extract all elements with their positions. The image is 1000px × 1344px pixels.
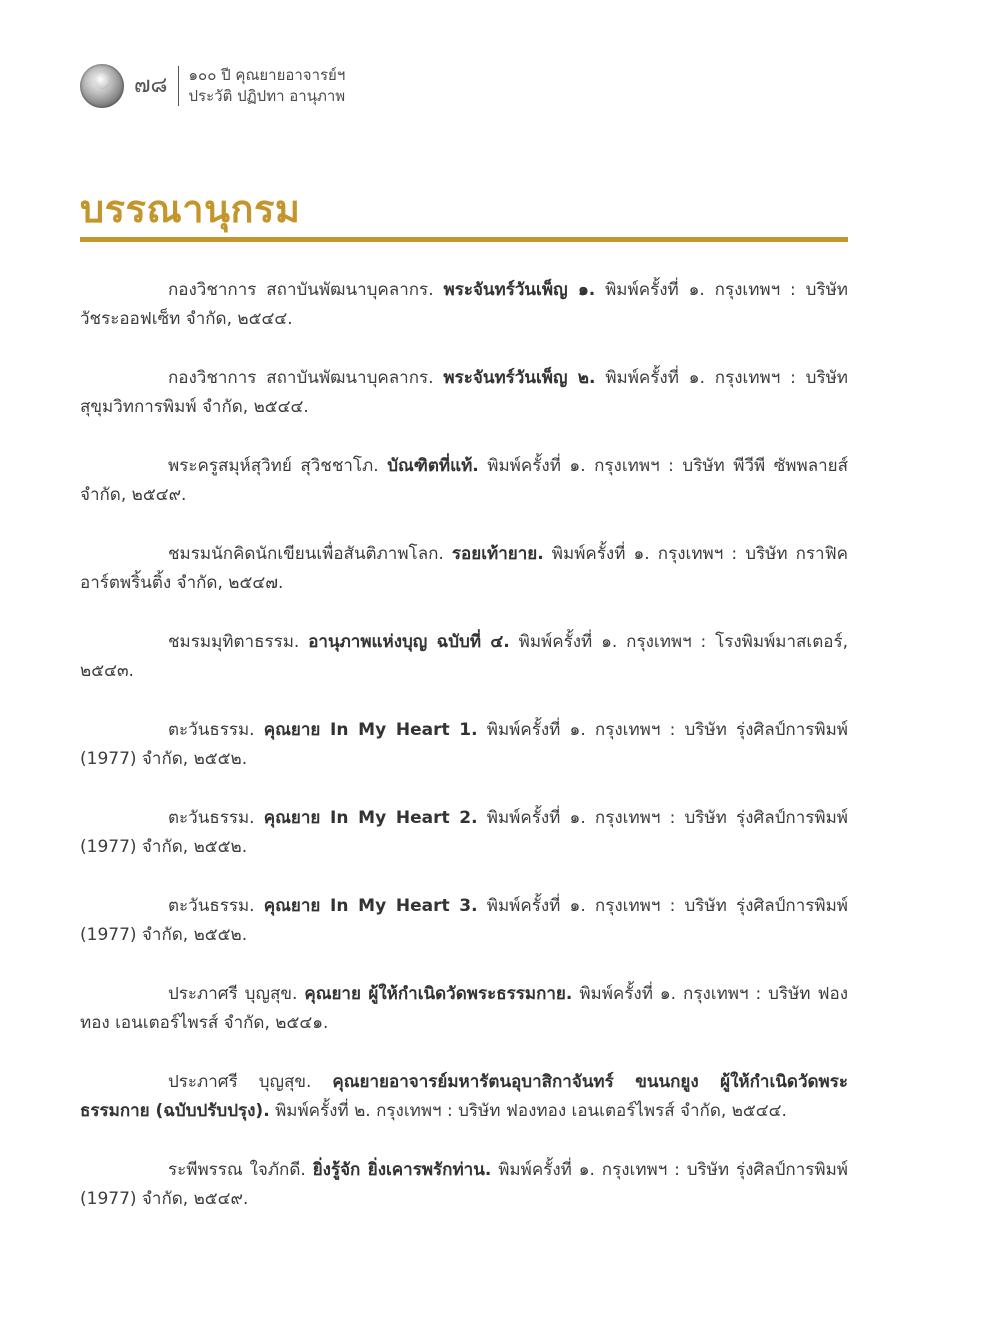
running-header (189, 65, 346, 107)
entry-book-title: คุณยาย In My Heart 2. (263, 808, 478, 828)
bibliography-entry (80, 980, 848, 1038)
bibliography-entry (80, 452, 848, 510)
title-underline (80, 237, 848, 242)
bibliography-entry (80, 804, 848, 862)
entry-book-title: คุณยาย In My Heart 1. (263, 720, 478, 740)
entry-author: ระพีพรรณ ใจภักดี. (168, 1160, 306, 1180)
entry-publication: พิมพ์ครั้งที่ ๑. กรุงเทพฯ : บริษัท วัชระออฟเซ็ท จำกัด, ๒๕๔๔. (80, 280, 849, 329)
bibliography-entry (80, 1068, 848, 1126)
entry-author: ตะวันธรรม. (168, 720, 255, 740)
entry-author: พระครูสมุห์สุวิทย์ สุวิชชาโภ. (168, 456, 379, 476)
entry-book-title: บัณฑิตที่แท้. (387, 456, 479, 476)
entry-publication: พิมพ์ครั้งที่ ๑. กรุงเทพฯ : โรงพิมพ์มาสเตอร์, ๒๕๔๓. (80, 632, 849, 681)
entry-author: ตะวันธรรม. (168, 808, 255, 828)
entry-author: กองวิชาการ สถาบันพัฒนาบุคลากร. (168, 368, 434, 388)
bibliography-entry (80, 716, 848, 774)
entry-author: ชมรมนักคิดนักเขียนเพื่อสันติภาพโลก. (168, 544, 444, 564)
entry-author: ชมรมมุทิตาธรรม. (168, 632, 300, 652)
book-subtitle: ประวัติ ปฏิปทา อานุภาพ (188, 87, 346, 105)
entry-publication: พิมพ์ครั้งที่ ๒. กรุงเทพฯ : บริษัท ฟองทอง เอนเตอร์ไพรส์ จำกัด, ๒๕๔๔. (275, 1101, 787, 1121)
bibliography-entry (80, 1156, 848, 1214)
entry-book-title: คุณยายอาจารย์มหารัตนอุบาสิกาจันทร์ ขนนกยูง ผู้ให้กำเนิดวัดพระธรรมกาย (ฉบับปรับปรุง). (80, 1072, 849, 1121)
entry-book-title: คุณยาย In My Heart 3. (263, 896, 478, 916)
emblem-logo (80, 64, 124, 108)
entry-book-title: พระจันทร์วันเพ็ญ ๒. (443, 368, 596, 388)
entry-publication: พิมพ์ครั้งที่ ๑. กรุงเทพฯ : บริษัท รุ่งศิลป์การพิมพ์ (1977) จำกัด, ๒๕๕๒. (80, 896, 848, 945)
entry-publication: พิมพ์ครั้งที่ ๑. กรุงเทพฯ : บริษัท กราฟิคอาร์ตพริ้นติ้ง จำกัด, ๒๕๔๗. (80, 544, 848, 593)
page-title: บรรณานุกรม (80, 187, 301, 231)
entry-book-title: อานุภาพแห่งบุญ ฉบับที่ ๔. (308, 632, 510, 652)
entry-book-title: รอยเท้ายาย. (451, 544, 544, 564)
entry-publication: พิมพ์ครั้งที่ ๑. กรุงเทพฯ : บริษัท พีวีพี ซัพพลายส์ จำกัด, ๒๕๔๙. (80, 456, 848, 505)
entry-author: กองวิชาการ สถาบันพัฒนาบุคลากร. (168, 280, 434, 300)
page-header (80, 62, 345, 110)
entry-publication: พิมพ์ครั้งที่ ๑. กรุงเทพฯ : บริษัท รุ่งศิลป์การพิมพ์ (1977) จำกัด, ๒๕๕๒. (80, 720, 848, 769)
bibliography-entry (80, 540, 848, 598)
bibliography-entry (80, 276, 848, 334)
bibliography-list (80, 276, 848, 1244)
entry-publication: พิมพ์ครั้งที่ ๑. กรุงเทพฯ : บริษัท สุขุมวิทการพิมพ์ จำกัด, ๒๕๔๔. (80, 368, 849, 417)
entry-book-title: คุณยาย ผู้ให้กำเนิดวัดพระธรรมกาย. (304, 984, 573, 1004)
bibliography-entry (80, 892, 848, 950)
book-title: ๑๐๐ ปี คุณยายอาจารย์ฯ (188, 66, 346, 84)
entry-publication: พิมพ์ครั้งที่ ๑. กรุงเทพฯ : บริษัท รุ่งศิลป์การพิมพ์ (1977) จำกัด, ๒๕๕๒. (80, 808, 848, 857)
bibliography-entry (80, 628, 848, 686)
entry-author: ตะวันธรรม. (168, 896, 255, 916)
entry-book-title: ยิ่งรู้จัก ยิ่งเคารพรักท่าน. (312, 1160, 492, 1180)
page-number: ๗๘ (134, 66, 179, 106)
entry-publication: พิมพ์ครั้งที่ ๑. กรุงเทพฯ : บริษัท ฟองทอง เอนเตอร์ไพรส์ จำกัด, ๒๕๔๑. (80, 984, 849, 1033)
entry-author: ประภาศรี บุญสุข. (168, 1072, 312, 1092)
entry-author: ประภาศรี บุญสุข. (168, 984, 298, 1004)
entry-publication: พิมพ์ครั้งที่ ๑. กรุงเทพฯ : บริษัท รุ่งศิลป์การพิมพ์ (1977) จำกัด, ๒๕๔๙. (80, 1160, 848, 1209)
bibliography-entry (80, 364, 848, 422)
entry-book-title: พระจันทร์วันเพ็ญ ๑. (443, 280, 596, 300)
